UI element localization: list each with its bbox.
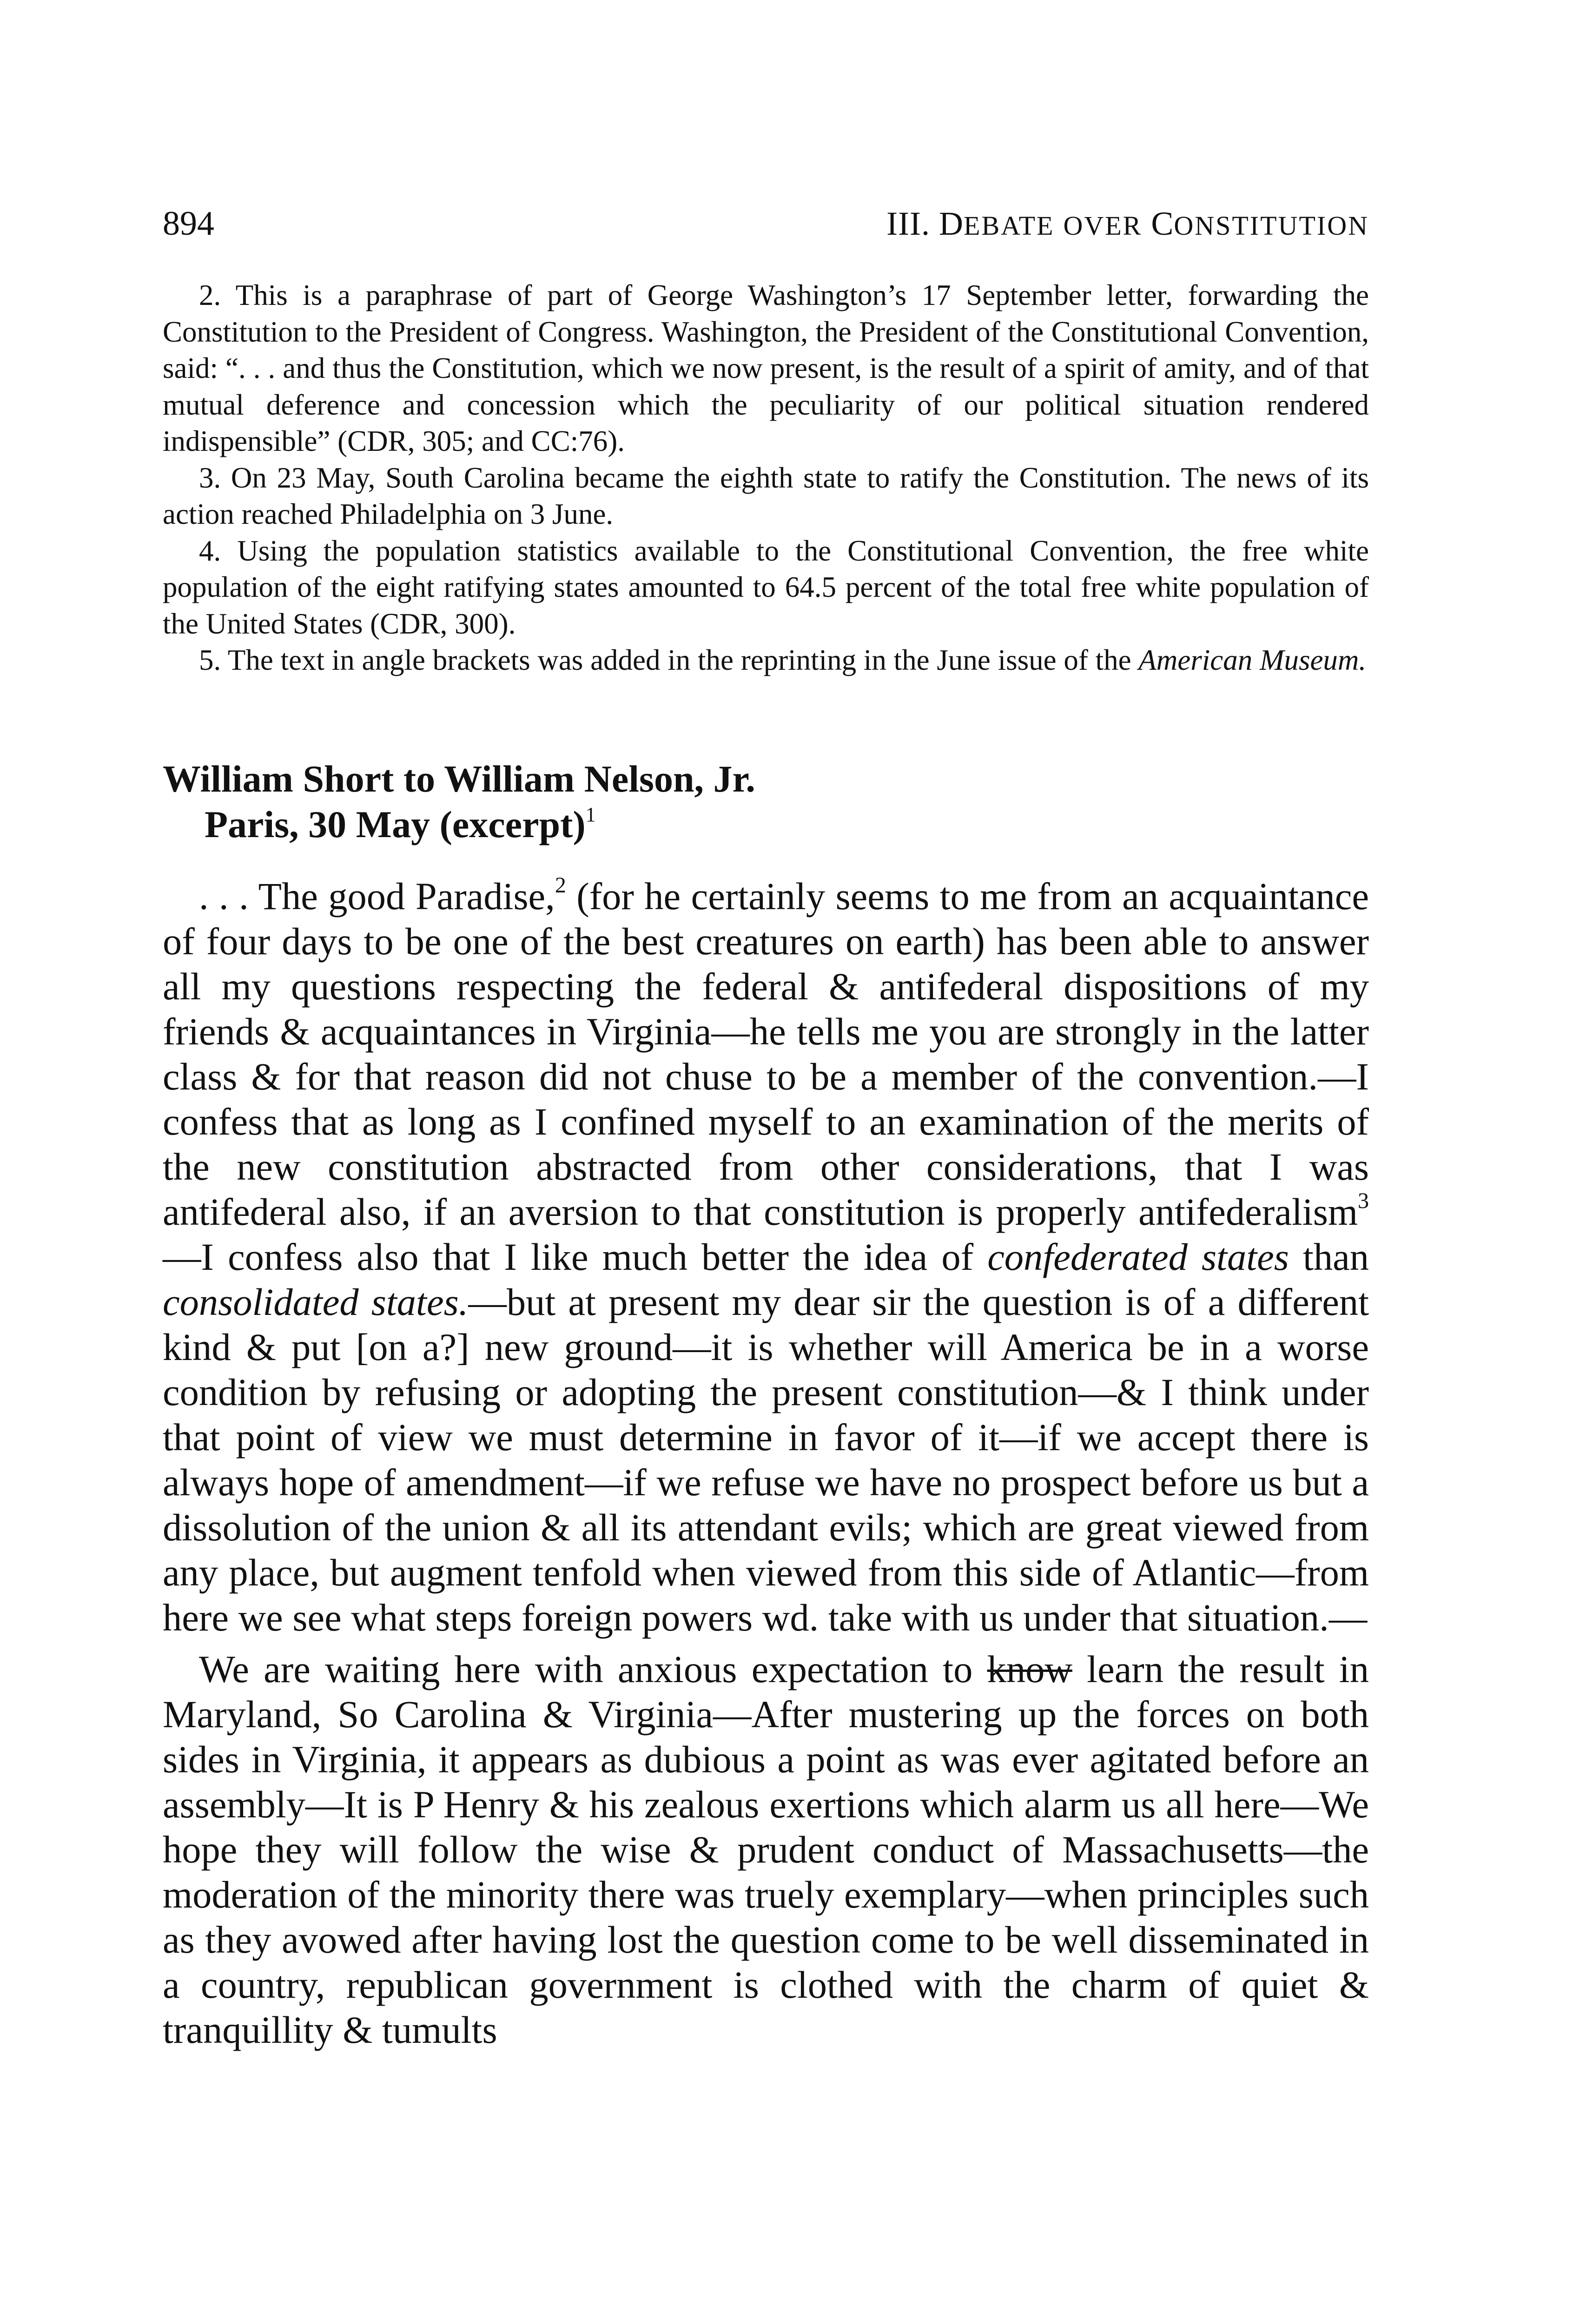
document-title: William Short to William Nelson, Jr.: [163, 758, 755, 800]
struck-through-word: know: [987, 1648, 1072, 1690]
footnote-marker-3: 3: [1358, 1188, 1369, 1213]
document-dateline-text: Paris, 30 May (excerpt): [205, 803, 586, 845]
letter-paragraph-2: [163, 1647, 1369, 2053]
endnote-5-text: 5. The text in angle brackets was added in the reprinting in the June issue of the: [199, 644, 1139, 676]
paragraph-1-text-b: (for he certainly seems to me from an acquaintance of four days to be one of the best creatures on earth) has been able to answer all my questions respecting the federal & antifederal dispositions of my friends & acquaintances in Virginia—he tells me you are strongly in the latter class & for that reason did not chuse to be a member of the convention.—I confess that as long as I confined myself to an examination of the merits of the new constitution abstracted from other considerations, that I was antifederal also, if an aversion to that constitution is properly antifederalism: [163, 875, 1369, 1233]
section-title: [886, 203, 1369, 247]
paragraph-2-text-a: We are waiting here with anxious expectation to: [199, 1648, 987, 1690]
paragraph-1-text-d: than: [1289, 1235, 1369, 1278]
heading-footnote-marker: 1: [585, 803, 596, 826]
paragraph-1-text-a: . . . The good Paradise,: [199, 875, 555, 918]
paragraph-2-text-b: learn the result in Maryland, So Carolina & Virginia—After mustering up the forces on both sides in Virginia, it appears as dubious a point as was ever agitated before an assembly—It is P Henry & his zealous exertions which alarm us all here—We hope they will follow the wise & prudent conduct of Massachusetts—the moderation of the minority there was truely exemplary—when principles such as they avowed after having lost the question come to be well disseminated in a country, republican government is clothed with the charm of quiet & tranquillity & tumults: [163, 1648, 1369, 2051]
endnote-5-italic: American Museum.: [1138, 644, 1367, 676]
document-dateline: [163, 802, 1369, 847]
paragraph-1-text-c: —I confess also that I like much better the idea of: [163, 1235, 988, 1278]
italic-consolidated-states: consolidated states.: [163, 1281, 469, 1323]
section-title-second-initial: C: [1151, 205, 1174, 242]
section-title-first-rest: EBATE: [964, 211, 1055, 241]
section-title-second-rest: ONSTITUTION: [1174, 211, 1369, 241]
page-number: 894: [163, 205, 214, 243]
paragraph-1-text-e: —but at present my dear sir the question is of a different kind & put [on a?] new ground—it is whether will America be in a worse condition by refusing or adopting the present constitution—& I think under that point of view we must determine in favor of it—if we accept there is always hope of amendment—if we refuse we have no prospect before us but a dissolution of the union & all its attendant evils; which are great viewed from any place, but augment tenfold when viewed from this side of Atlantic—from here we see what steps foreign powers wd. take with us under that situation.—: [163, 1281, 1369, 1639]
endnote-2: 2. This is a paraphrase of part of George Washington’s 17 September letter, forwarding the Constitution to the President of Congress. Washington, the President of the Constitutional Convention, said: “. . . and thus the Constitution, which we now present, is the result of a spirit of amity, and of that mutual deference and concession which the peculiarity of our political situation rendered indispensible” (CDR, 305; and CC:76).: [163, 279, 1369, 457]
footnote-marker-2: 2: [555, 873, 566, 898]
section-title-first-initial: D: [939, 205, 964, 242]
endnote-4: 4. Using the population statistics available to the Constitutional Convention, the free white population of the eight ratifying states amounted to 64.5 percent of the total free white population of the United States (CDR, 300).: [163, 534, 1369, 640]
section-title-roman: III.: [886, 205, 931, 242]
letter-body: [163, 874, 1369, 2053]
letter-paragraph-1: [163, 874, 1369, 1640]
document-heading: [163, 756, 1369, 847]
section-title-over: OVER: [1063, 211, 1143, 241]
endnote-3: 3. On 23 May, South Carolina became the eighth state to ratify the Constitution. The news of its action reached Philadelphia on 3 June.: [163, 461, 1369, 530]
italic-confederated-states: confederated states: [987, 1235, 1289, 1278]
book-page: [163, 0, 1369, 2324]
endnote-5: [163, 642, 1369, 679]
running-head: [163, 203, 1369, 244]
endnotes: [163, 277, 1369, 679]
